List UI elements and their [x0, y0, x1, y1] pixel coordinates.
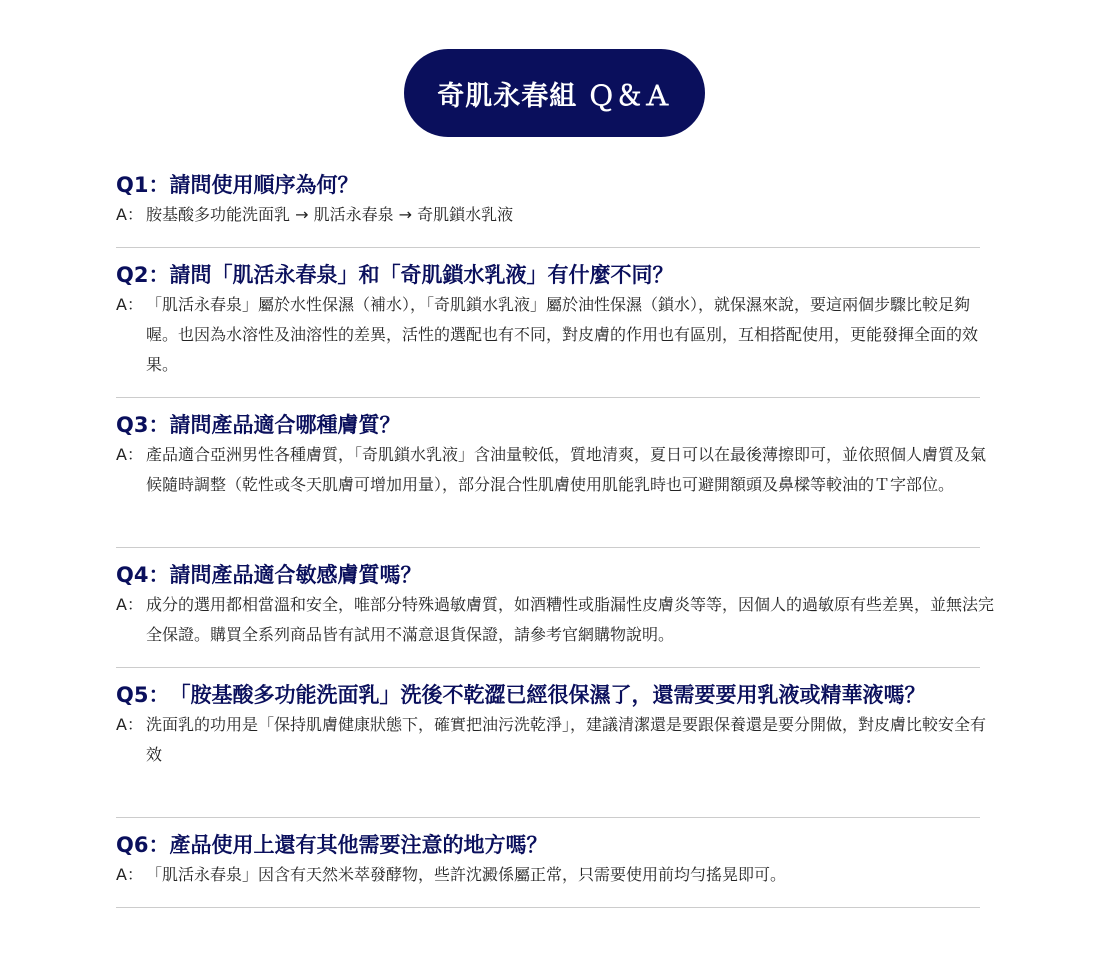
faq-question: [116, 680, 996, 710]
faq-answer: [116, 860, 996, 890]
question-label: Q2：: [116, 263, 170, 287]
answer-text: 產品適合亞洲男性各種膚質，「奇肌鎖水乳液」含油量較低，質地清爽，夏日可以在最後薄擦即可，並依照個人膚質及氣候隨時調整（乾性或冬天肌膚可增加用量），部分混合性肌膚使用肌能乳時也可避開額頭及鼻樑等較油的Ｔ字部位。: [146, 445, 987, 494]
faq-answer: [116, 200, 996, 230]
faq-answer: [116, 710, 996, 770]
answer-label: A：: [116, 865, 143, 884]
question-label: Q3：: [116, 413, 170, 437]
faq-question: [116, 560, 996, 590]
question-label: Q5：: [116, 683, 170, 707]
question-text: 請問產品適合哪種膚質？: [169, 413, 401, 437]
faq-question: [116, 830, 996, 860]
question-text: 「胺基酸多功能洗面乳」洗後不乾澀已經很保濕了，還需要要用乳液或精華液嗎？: [169, 683, 926, 707]
faq-item-4: [116, 560, 995, 668]
faq-answer: [116, 290, 996, 380]
faq-answer: [116, 590, 996, 650]
question-label: Q1：: [116, 173, 170, 197]
answer-text: 「肌活永春泉」屬於水性保濕（補水），「奇肌鎖水乳液」屬於油性保濕（鎖水），就保濕來說，要這兩個步驟比較足夠喔。也因為水溶性及油溶性的差異，活性的選配也有不同，對皮膚的作用也有區別，互相搭配使用，更能發揮全面的效果。: [146, 295, 979, 374]
question-label: Q4：: [116, 563, 170, 587]
answer-text: 洗面乳的功用是「保持肌膚健康狀態下，確實把油污洗乾淨」，建議清潔還是要跟保養還是要分開做，對皮膚比較安全有效: [146, 715, 987, 764]
answer-label: A：: [116, 595, 143, 614]
answer-text: 胺基酸多功能洗面乳 → 肌活永春泉 → 奇肌鎖水乳液: [146, 205, 514, 224]
question-text: 請問使用順序為何？: [169, 173, 359, 197]
faq-question: [116, 260, 996, 290]
faq-item-5: [116, 680, 987, 818]
answer-text: 「肌活永春泉」因含有天然米萃發酵物，些許沈澱係屬正常，只需要使用前均勻搖晃即可。: [146, 865, 787, 884]
faq-item-3: [116, 410, 987, 548]
answer-label: A：: [116, 445, 143, 464]
answer-label: A：: [116, 205, 143, 224]
answer-text: 成分的選用都相當溫和安全，唯部分特殊過敏膚質，如酒糟性或脂漏性皮膚炎等等，因個人的過敏原有些差異，並無法完全保證。購買全系列商品皆有試用不滿意退貨保證，請參考官網購物說明。: [146, 595, 995, 644]
page-title: 奇肌永春組 Ｑ＆Ａ: [404, 49, 705, 137]
answer-label: A：: [116, 295, 143, 314]
question-text: 產品使用上還有其他需要注意的地方嗎？: [169, 833, 548, 857]
answer-label: A：: [116, 715, 143, 734]
faq-answer: [116, 440, 996, 500]
question-text: 請問產品適合敏感膚質嗎？: [169, 563, 422, 587]
faq-question: [116, 170, 996, 200]
faq-item-6: [116, 830, 980, 908]
question-label: Q6：: [116, 833, 170, 857]
faq-item-2: [116, 260, 980, 398]
faq-item-1: [116, 170, 980, 248]
faq-question: [116, 410, 996, 440]
question-text: 請問「肌活永春泉」和「奇肌鎖水乳液」有什麼不同？: [169, 263, 674, 287]
